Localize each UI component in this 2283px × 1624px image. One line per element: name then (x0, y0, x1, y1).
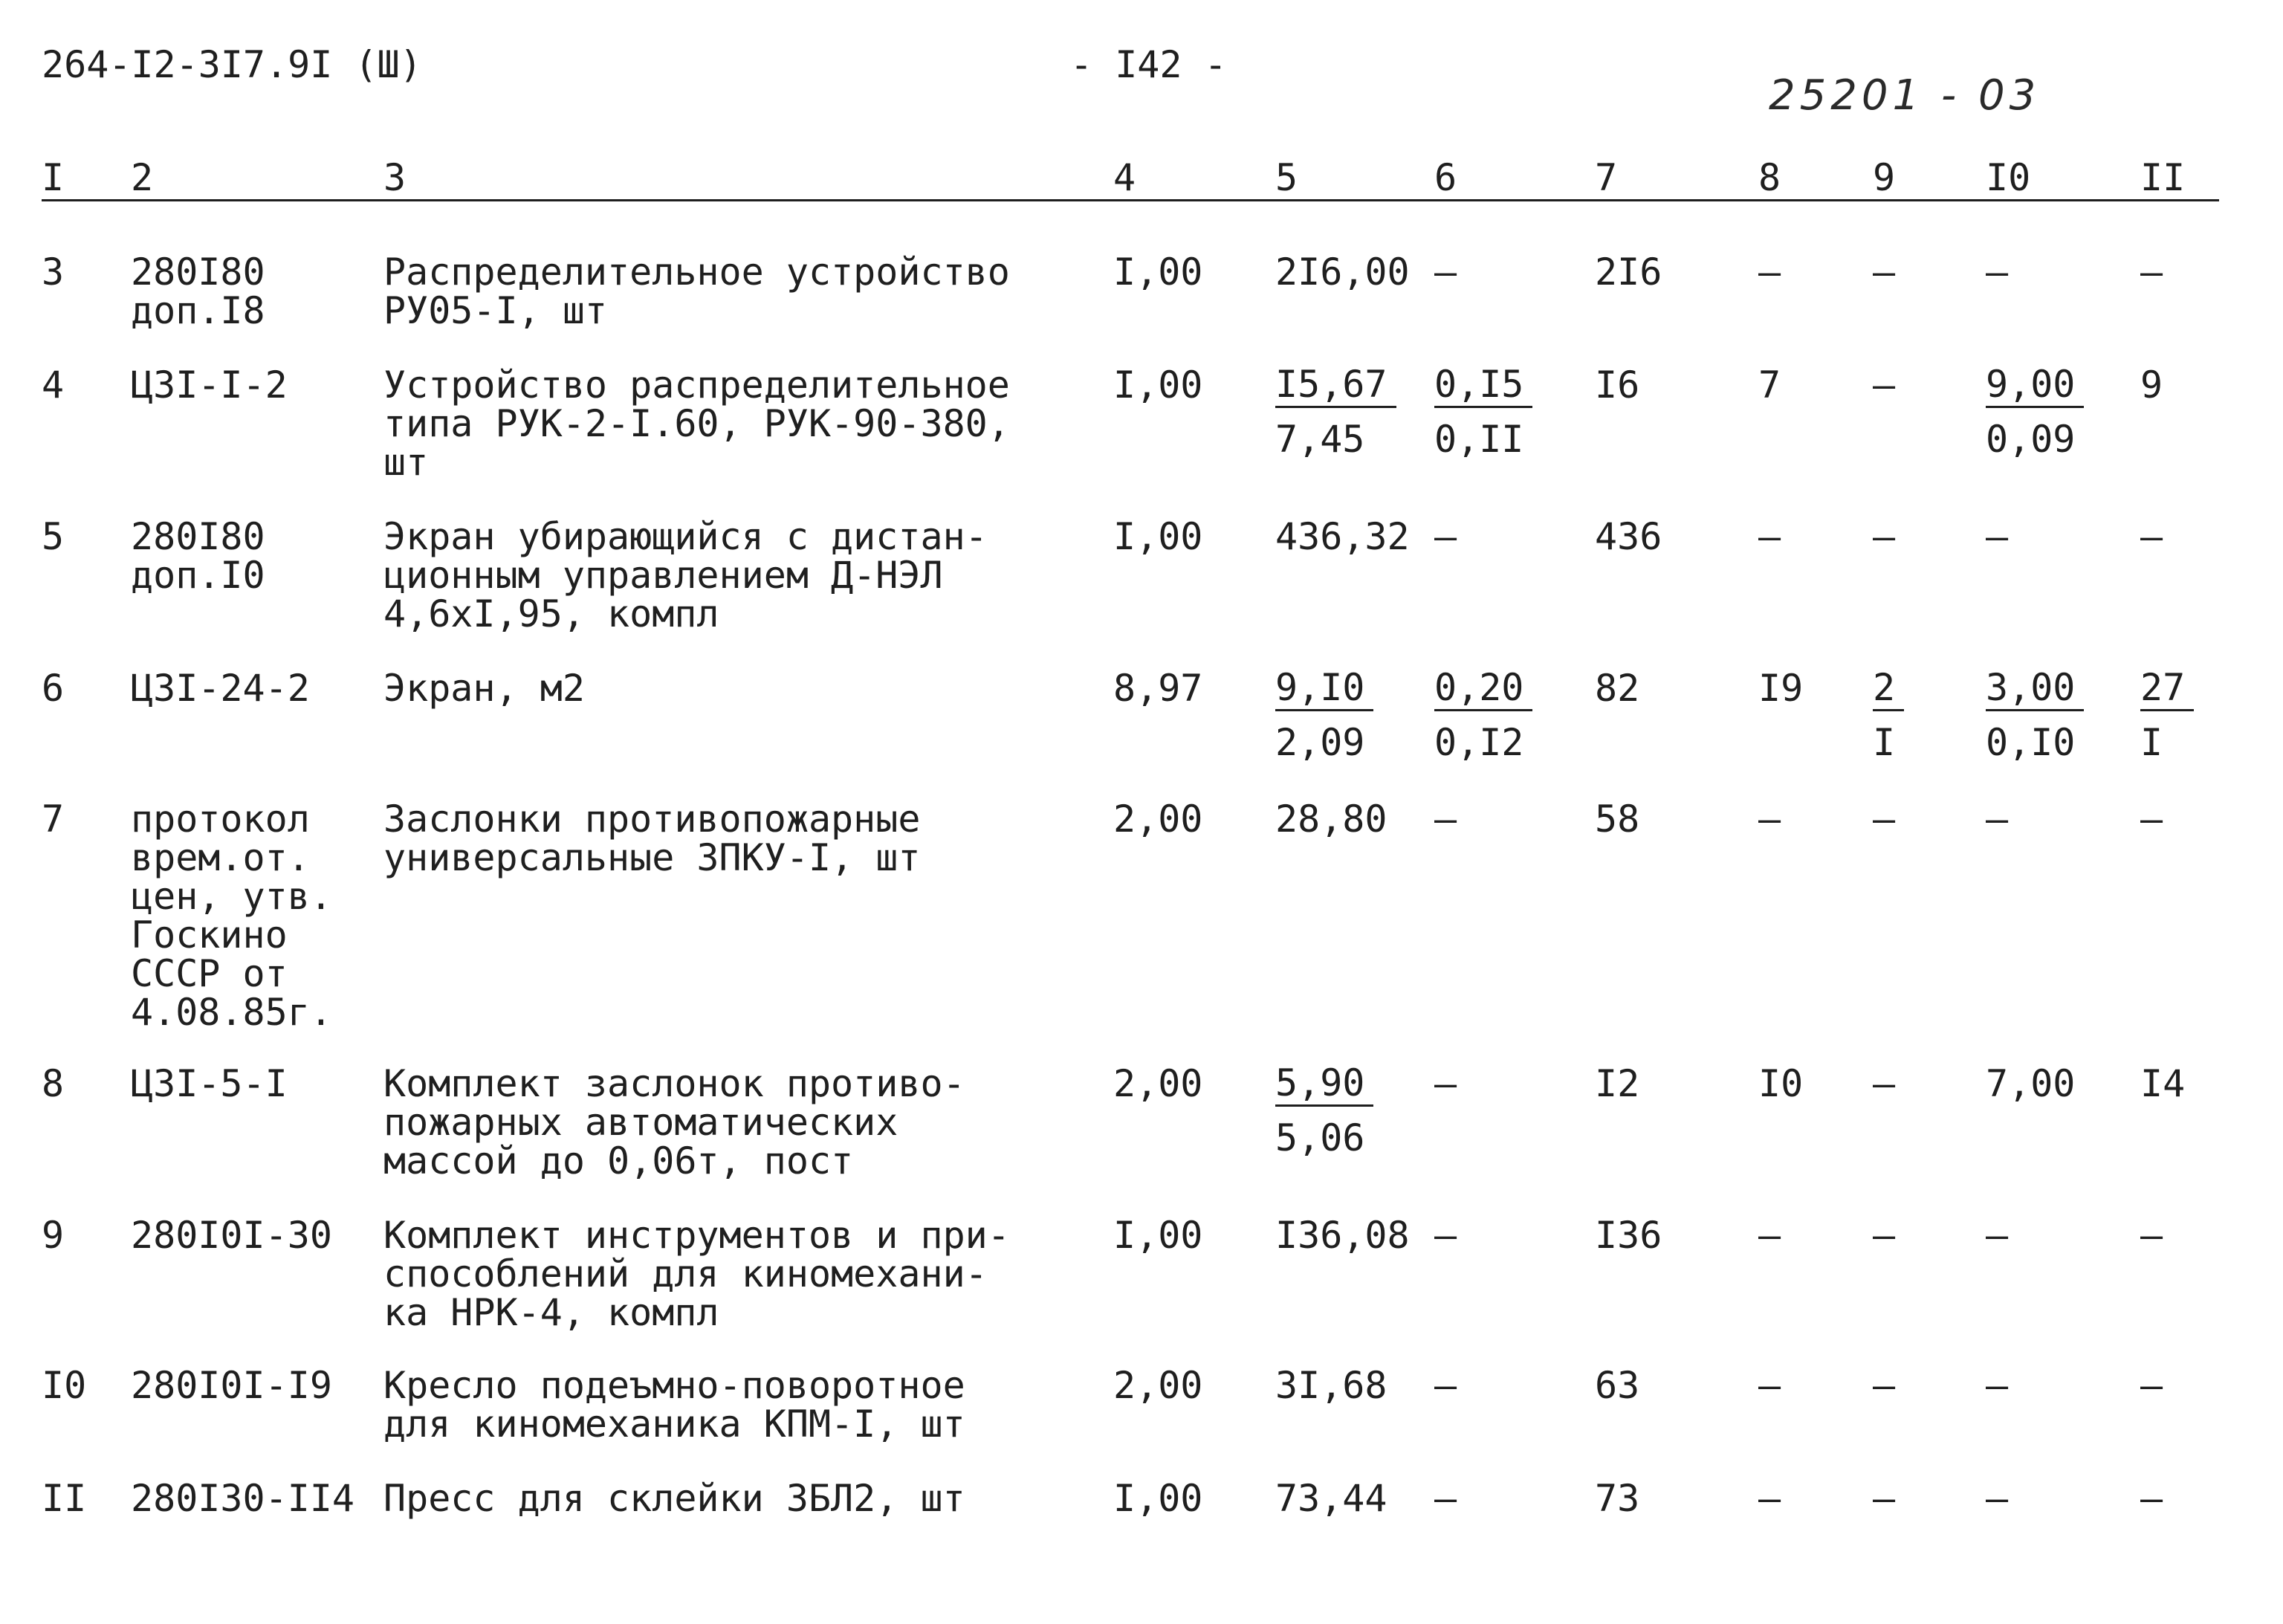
norm-code-line: 280I80 (131, 250, 265, 294)
quantity: I,00 (1113, 250, 1203, 294)
column-header-3: 3 (383, 156, 407, 199)
column-header-4: 4 (1113, 156, 1136, 199)
norm-code (131, 800, 332, 1032)
norm-code (131, 669, 310, 708)
unit-cost: 73,44 (1275, 1477, 1387, 1520)
col-8-value: – (1758, 1364, 1781, 1407)
unit-cost-numerator: 5,90 (1275, 1061, 1373, 1107)
col-6-value: – (1434, 1364, 1457, 1407)
item-name-line: пожарных автоматических (383, 1101, 898, 1144)
item-name-line: РУ05-I, шт (383, 289, 608, 332)
col-9-value-numerator: 2 (1873, 666, 1904, 711)
col-9-value: – (1873, 515, 1896, 558)
unit-cost-denominator: 2,09 (1275, 721, 1365, 764)
item-name-line: Пресс для склейки ЗБЛ2, шт (383, 1477, 965, 1520)
item-name-line: Заслонки противопожарные (383, 798, 921, 841)
unit-cost (1275, 1061, 1373, 1163)
row-number: 7 (42, 798, 65, 841)
norm-code (131, 517, 265, 595)
col-10-value (1986, 363, 2084, 465)
unit-cost-denominator: 7,45 (1275, 418, 1365, 461)
col-6-value-numerator: 0,I5 (1434, 363, 1532, 408)
unit-cost: 3I,68 (1275, 1364, 1387, 1407)
quantity: 2,00 (1113, 798, 1203, 841)
norm-code-line: цен, утв. (131, 875, 332, 918)
norm-code (131, 363, 288, 407)
row-number: 5 (42, 515, 65, 558)
column-header-11: II (2140, 156, 2186, 199)
col-8-value: 7 (1758, 363, 1781, 407)
row-number: 6 (42, 667, 65, 710)
total-cost: I2 (1595, 1062, 1640, 1105)
item-name (383, 1216, 1010, 1332)
item-name-line: Комплект заслонок противо- (383, 1062, 965, 1105)
column-header-8: 8 (1758, 156, 1781, 199)
handwritten-stamp: 25201 - 03 (1769, 71, 2041, 120)
unit-cost: 436,32 (1275, 515, 1410, 558)
item-name (383, 250, 1010, 332)
col-11-value: I4 (2140, 1062, 2186, 1105)
col-8-value: – (1758, 250, 1781, 294)
col-6-value: – (1434, 1214, 1457, 1257)
col-9-value: – (1873, 1364, 1896, 1407)
unit-cost: 2I6,00 (1275, 250, 1410, 294)
item-name (383, 517, 988, 633)
col-11-value: – (2140, 1477, 2163, 1520)
col-8-value: – (1758, 1477, 1781, 1520)
unit-cost-numerator: I5,67 (1275, 363, 1396, 408)
col-10-value: – (1986, 798, 2009, 841)
col-11-value: 9 (2140, 363, 2163, 407)
col-9-value: – (1873, 1062, 1896, 1105)
norm-code-line: протокол (131, 798, 310, 841)
total-cost: 73 (1595, 1477, 1640, 1520)
col-6-value: – (1434, 798, 1457, 841)
item-name-line: способлений для киномехани- (383, 1252, 988, 1295)
item-name-line: Распределительное устройство (383, 250, 1010, 294)
col-8-value: – (1758, 798, 1781, 841)
norm-code-line: Ц3I-5-I (131, 1062, 288, 1105)
row-number: 4 (42, 363, 65, 407)
total-cost: 436 (1595, 515, 1662, 558)
item-name-line: 4,6хI,95, компл (383, 592, 719, 635)
column-header-6: 6 (1434, 156, 1457, 199)
col-10-value: – (1986, 1364, 2009, 1407)
col-6-value (1434, 666, 1532, 768)
col-6-value-numerator: 0,20 (1434, 666, 1532, 711)
norm-code-line: доп.I8 (131, 289, 265, 332)
page-number: - I42 - (1070, 43, 1227, 86)
item-name-line: Комплект инструментов и при- (383, 1214, 1010, 1257)
norm-code-line: 280I80 (131, 515, 265, 558)
col-11-value: – (2140, 1214, 2163, 1257)
total-cost: 58 (1595, 798, 1640, 841)
col-11-value-denominator: I (2140, 721, 2163, 764)
item-name (383, 1062, 965, 1183)
item-name-line: ционным управлением Д-НЭЛ (383, 554, 943, 597)
norm-code-line: 280I30-II4 (131, 1477, 355, 1520)
col-10-value-numerator: 9,00 (1986, 363, 2084, 408)
col-11-value: – (2140, 798, 2163, 841)
col-6-value-denominator: 0,I2 (1434, 721, 1524, 764)
total-cost: 63 (1595, 1364, 1640, 1407)
norm-code-line: 280I0I-I9 (131, 1364, 332, 1407)
column-header-5: 5 (1275, 156, 1298, 199)
norm-code (131, 1479, 354, 1518)
norm-code (131, 1366, 332, 1405)
quantity: I,00 (1113, 363, 1203, 407)
col-11-value: – (2140, 1364, 2163, 1407)
item-name-line: Экран убирающийся с дистан- (383, 515, 988, 558)
col-8-value: I9 (1758, 667, 1804, 710)
norm-code-line: врем.от. (131, 836, 310, 879)
quantity: 2,00 (1113, 1062, 1203, 1105)
col-9-value: – (1873, 1477, 1896, 1520)
col-6-value-denominator: 0,II (1434, 418, 1524, 461)
total-cost: 2I6 (1595, 250, 1662, 294)
quantity: 2,00 (1113, 1364, 1203, 1407)
col-10-value: – (1986, 1477, 2009, 1520)
norm-code (131, 250, 265, 332)
col-6-value: – (1434, 250, 1457, 294)
item-name-line: для киномеханика КПМ-I, шт (383, 1403, 965, 1446)
item-name (383, 800, 920, 877)
col-10-value: 7,00 (1986, 1062, 2076, 1105)
col-10-value (1986, 666, 2084, 768)
norm-code-line: Госкино (131, 913, 288, 957)
item-name-line: массой до 0,06т, пост (383, 1139, 854, 1183)
item-name-line: типа РУК-2-I.60, РУК-90-380, (383, 402, 1010, 445)
item-name (383, 1364, 965, 1446)
col-10-value: – (1986, 515, 2009, 558)
document-code: 264-I2-3I7.9I (Ш) (42, 43, 422, 86)
row-number: 3 (42, 250, 65, 294)
norm-code-line: Ц3I-24-2 (131, 667, 310, 710)
item-name (383, 1479, 965, 1518)
col-11-value-numerator: 27 (2140, 666, 2194, 711)
total-cost: I6 (1595, 363, 1640, 407)
column-header-7: 7 (1595, 156, 1618, 199)
norm-code (131, 1064, 288, 1103)
item-name-line: ка НРК-4, компл (383, 1291, 719, 1334)
quantity: 8,97 (1113, 667, 1203, 710)
col-6-value: – (1434, 1477, 1457, 1520)
item-name-line: универсальные ЗПКУ-I, шт (383, 836, 921, 879)
item-name (383, 669, 585, 708)
norm-code-line: 4.08.85г. (131, 991, 332, 1034)
col-8-value: I0 (1758, 1062, 1804, 1105)
item-name-line: Устройство распределительное (383, 363, 1010, 407)
quantity: I,00 (1113, 515, 1203, 558)
item-name (383, 363, 1010, 484)
quantity: I,00 (1113, 1214, 1203, 1257)
header-rule (42, 199, 2219, 201)
col-11-value (2140, 666, 2194, 768)
col-10-value-numerator: 3,00 (1986, 666, 2084, 711)
unit-cost: I36,08 (1275, 1214, 1410, 1257)
col-10-value-denominator: 0,09 (1986, 418, 2076, 461)
total-cost: 82 (1595, 667, 1640, 710)
column-header-9: 9 (1873, 156, 1896, 199)
col-8-value: – (1758, 515, 1781, 558)
col-10-value-denominator: 0,I0 (1986, 721, 2076, 764)
norm-code-line: доп.I0 (131, 554, 265, 597)
col-9-value: – (1873, 363, 1896, 407)
unit-cost: 28,80 (1275, 798, 1387, 841)
col-6-value: – (1434, 515, 1457, 558)
unit-cost (1275, 666, 1373, 768)
norm-code-line: СССР от (131, 952, 288, 995)
col-8-value: – (1758, 1214, 1781, 1257)
unit-cost (1275, 363, 1396, 465)
col-10-value: – (1986, 1214, 2009, 1257)
item-name-line: Экран, м2 (383, 667, 585, 710)
col-11-value: – (2140, 515, 2163, 558)
norm-code-line: Ц3I-I-2 (131, 363, 288, 407)
unit-cost-denominator: 5,06 (1275, 1116, 1365, 1159)
row-number: I0 (42, 1364, 87, 1407)
col-10-value: – (1986, 250, 2009, 294)
column-header-10: I0 (1986, 156, 2031, 199)
column-header-2: 2 (131, 156, 154, 199)
col-9-value: – (1873, 1214, 1896, 1257)
col-6-value: – (1434, 1062, 1457, 1105)
col-9-value (1873, 666, 1904, 768)
row-number: II (42, 1477, 87, 1520)
col-9-value-denominator: I (1873, 721, 1896, 764)
col-9-value: – (1873, 250, 1896, 294)
item-name-line: Кресло подеъмно-поворотное (383, 1364, 965, 1407)
item-name-line: шт (383, 441, 429, 484)
norm-code-line: 280I0I-30 (131, 1214, 332, 1257)
row-number: 8 (42, 1062, 65, 1105)
column-header-1: I (42, 156, 65, 199)
norm-code (131, 1216, 332, 1255)
quantity: I,00 (1113, 1477, 1203, 1520)
col-9-value: – (1873, 798, 1896, 841)
col-6-value (1434, 363, 1532, 465)
col-11-value: – (2140, 250, 2163, 294)
row-number: 9 (42, 1214, 65, 1257)
total-cost: I36 (1595, 1214, 1662, 1257)
unit-cost-numerator: 9,I0 (1275, 666, 1373, 711)
